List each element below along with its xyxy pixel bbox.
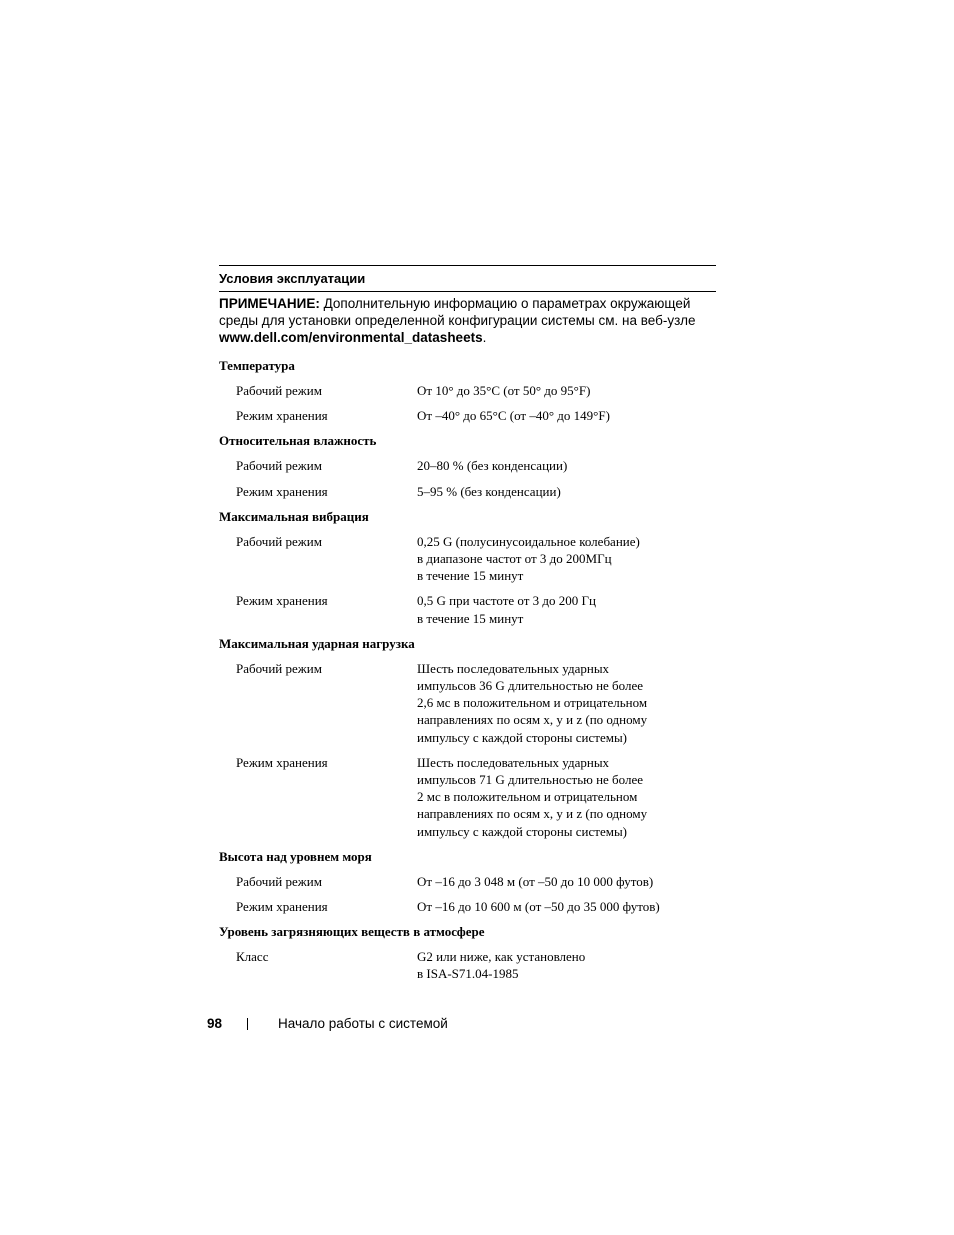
spec-row [219,873,716,898]
spec-value-line: направлениях по осям x, y и z (по одному [417,712,648,728]
section-heading: Температура [219,358,295,373]
spec-value [417,483,716,500]
spec-value-line: 0,25 G (полусинусоидальное колебание) [417,533,640,549]
note-text: Дополнительную информацию о параметрах окружающей среды для установки определенной конфигурации системы см. на веб-узле [219,296,696,328]
spec-value [417,533,716,585]
spec-value [417,873,716,890]
footer-title: Начало работы с системой [278,1016,448,1031]
note [219,295,716,346]
footer-separator [247,1018,248,1030]
spec-value-line: в диапазоне частот от 3 до 200МГц [417,551,612,567]
spec-value-line: От –16 до 3 048 м (от –50 до 10 000 футов) [417,873,654,889]
note-label: ПРИМЕЧАНИЕ: [219,296,320,311]
spec-label: Рабочий режим [236,873,322,889]
spec-value-line: От –16 до 10 600 м (от –50 до 35 000 футов) [417,899,660,915]
spec-value-line: импульсу с каждой стороны системы) [417,823,628,839]
section-heading: Относительная влажность [219,433,377,449]
spec-label: Режим хранения [236,754,328,770]
spec-label: Класс [236,949,269,965]
spec-value-line: 0,5 G при частоте от 3 до 200 Гц [417,593,597,609]
spec-row [219,754,716,848]
spec-value-line: Шесть последовательных ударных [417,660,610,676]
spec-value-line: От 10° до 35°C (от 50° до 95°F) [417,383,591,398]
spec-label: Режим хранения [236,408,328,424]
note-url[interactable]: www.dell.com/environmental_datasheets [219,330,483,345]
spec-value-line: 2,6 мс в положительном и отрицательном [417,695,648,711]
spec-value-line: Шесть последовательных ударных [417,754,610,770]
spec-label: Рабочий режим [236,458,322,474]
spec-row [219,898,716,923]
spec-value [417,457,716,474]
spec-value-line: направлениях по осям x, y и z (по одному [417,806,648,822]
section-heading: Максимальная вибрация [219,508,369,524]
spec-sections [219,357,716,991]
spec-value [417,898,716,915]
spec-row [219,483,716,508]
spec-value-line: в ISA-S71.04-1985 [417,966,519,982]
spec-value-line: 20–80 % (без конденсации) [417,458,568,474]
spec-row [219,948,716,990]
spec-value-line: импульсов 36 G длительностью не более [417,678,644,694]
page-number: 98 [207,1016,223,1031]
spec-label: Режим хранения [236,593,328,609]
table-title: Условия эксплуатации [219,265,716,292]
spec-value-line: импульсу с каждой стороны системы) [417,729,628,745]
environment-table [219,265,716,991]
note-end: . [482,330,487,345]
section-heading: Максимальная ударная нагрузка [219,635,415,651]
spec-row [219,407,716,432]
spec-row [219,660,716,754]
spec-value [417,592,716,626]
spec-label: Рабочий режим [236,660,322,676]
spec-label: Режим хранения [236,899,328,915]
spec-value [417,407,716,424]
spec-value-line: в течение 15 минут [417,568,524,584]
spec-row [219,457,716,482]
spec-row [219,382,716,407]
spec-row [219,533,716,593]
spec-label: Рабочий режим [236,383,322,398]
spec-value [417,948,716,982]
section-heading: Высота над уровнем моря [219,848,372,864]
spec-value [417,754,716,840]
spec-value-line: G2 или ниже, как установлено [417,949,586,965]
spec-value-line: импульсов 71 G длительностью не более [417,772,644,788]
spec-value-line: 5–95 % (без конденсации) [417,483,561,499]
section-heading: Уровень загрязняющих веществ в атмосфере [219,924,485,940]
spec-value-line: в течение 15 минут [417,610,524,626]
spec-label: Режим хранения [236,483,328,499]
spec-label: Рабочий режим [236,533,322,549]
spec-value [417,382,716,399]
spec-value-line: 2 мс в положительном и отрицательном [417,789,638,805]
spec-value-line: От –40° до 65°C (от –40° до 149°F) [417,408,610,424]
spec-row [219,592,716,634]
spec-value [417,660,716,746]
